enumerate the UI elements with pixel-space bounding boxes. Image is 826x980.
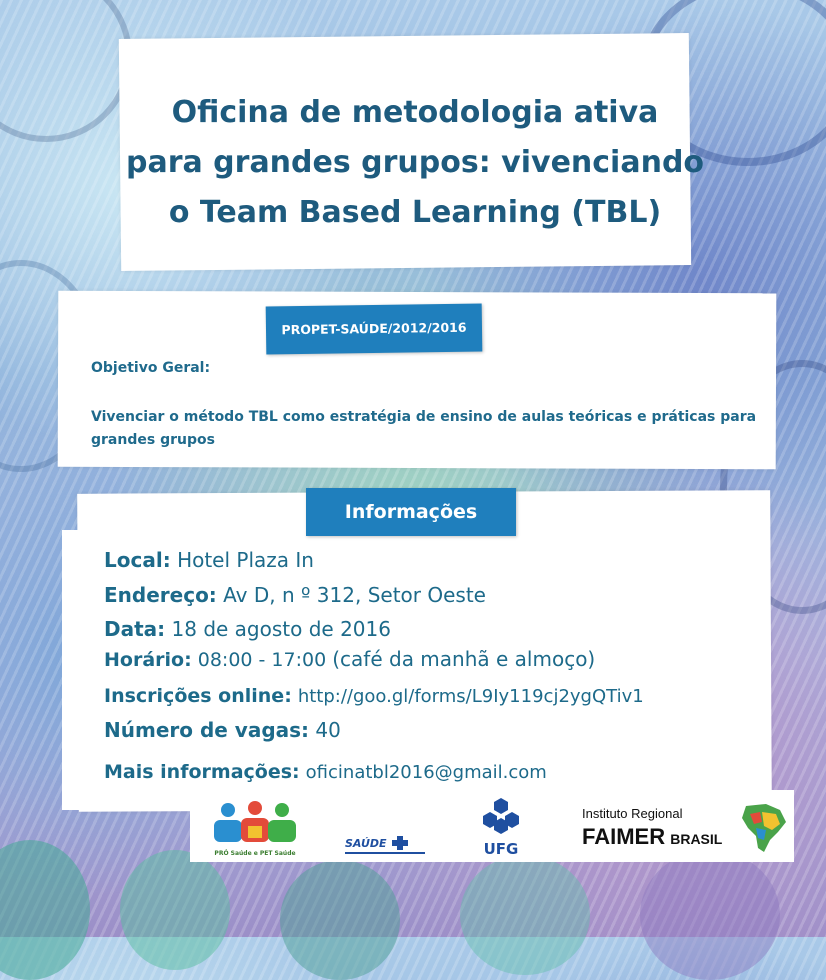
background-tree-4 xyxy=(460,855,590,975)
local-row xyxy=(104,548,314,572)
faimer-top-text: Instituto Regional xyxy=(582,806,683,821)
event-title-line-3: o Team Based Learning (TBL) xyxy=(168,195,662,230)
local-value: Hotel Plaza In xyxy=(177,548,314,572)
ufg-hexagon-icon xyxy=(478,796,524,836)
address-row xyxy=(104,583,486,607)
background-tree-5 xyxy=(640,850,780,980)
time-row xyxy=(104,647,595,671)
vacancies-value: 40 xyxy=(315,718,341,742)
pro-saude-logo xyxy=(210,800,300,858)
saude-logo-underline xyxy=(345,852,425,854)
event-title xyxy=(120,88,710,238)
saude-logo xyxy=(345,832,429,854)
time-value: 08:00 - 17:00 xyxy=(197,649,327,671)
faimer-logo xyxy=(578,800,792,858)
vacancies-label: Número de vagas: xyxy=(104,718,310,742)
more-info-label: Mais informações: xyxy=(104,761,300,783)
background-tree-1 xyxy=(0,840,90,980)
objective-label: Objetivo Geral: xyxy=(91,360,211,376)
pro-saude-caption: PRÓ Saúde e PET Saúde xyxy=(214,850,296,857)
ufg-logo-text: UFG xyxy=(483,840,519,858)
saude-logo-text: SAÚDE xyxy=(345,837,387,850)
saude-cross-icon xyxy=(392,836,408,850)
event-title-line-1: Oficina de metodologia ativa xyxy=(171,95,659,130)
registration-label: Inscrições online: xyxy=(104,685,292,707)
address-label: Endereço: xyxy=(104,583,217,607)
ufg-logo xyxy=(476,796,526,858)
faimer-sub-text: BRASIL xyxy=(670,831,723,847)
event-title-line-2: para grandes grupos: vivenciando xyxy=(125,145,705,180)
date-label: Data: xyxy=(104,617,166,641)
objective-text: Vivenciar o método TBL como estratégia de ensino de aulas teóricas e práticas para grandes grupos xyxy=(91,409,757,448)
info-card-edge xyxy=(62,530,92,810)
background-swirl-top-left xyxy=(0,0,132,142)
more-info-email[interactable]: oficinatbl2016@gmail.com xyxy=(305,762,547,783)
vacancies-row xyxy=(104,718,341,742)
info-heading: Informações xyxy=(306,488,516,536)
time-label: Horário: xyxy=(104,649,192,671)
background-tree-3 xyxy=(280,860,400,980)
date-value: 18 de agosto de 2016 xyxy=(171,617,391,641)
registration-row xyxy=(104,685,644,707)
pro-saude-people-icon xyxy=(210,800,300,846)
faimer-main-text: FAIMER xyxy=(582,824,666,849)
program-badge: PROPET-SAÚDE/2012/2016 xyxy=(266,303,483,354)
local-label: Local: xyxy=(104,548,171,572)
time-note: (café da manhã e almoço) xyxy=(332,647,596,671)
registration-link[interactable]: http://goo.gl/forms/L9Iy119cj2ygQTiv1 xyxy=(297,686,644,707)
more-info-row xyxy=(104,761,547,783)
background-tree-2 xyxy=(120,850,230,970)
faimer-main-row xyxy=(582,824,722,850)
south-america-map-icon xyxy=(736,800,790,854)
date-row xyxy=(104,617,391,641)
address-value: Av D, n º 312, Setor Oeste xyxy=(223,583,486,607)
